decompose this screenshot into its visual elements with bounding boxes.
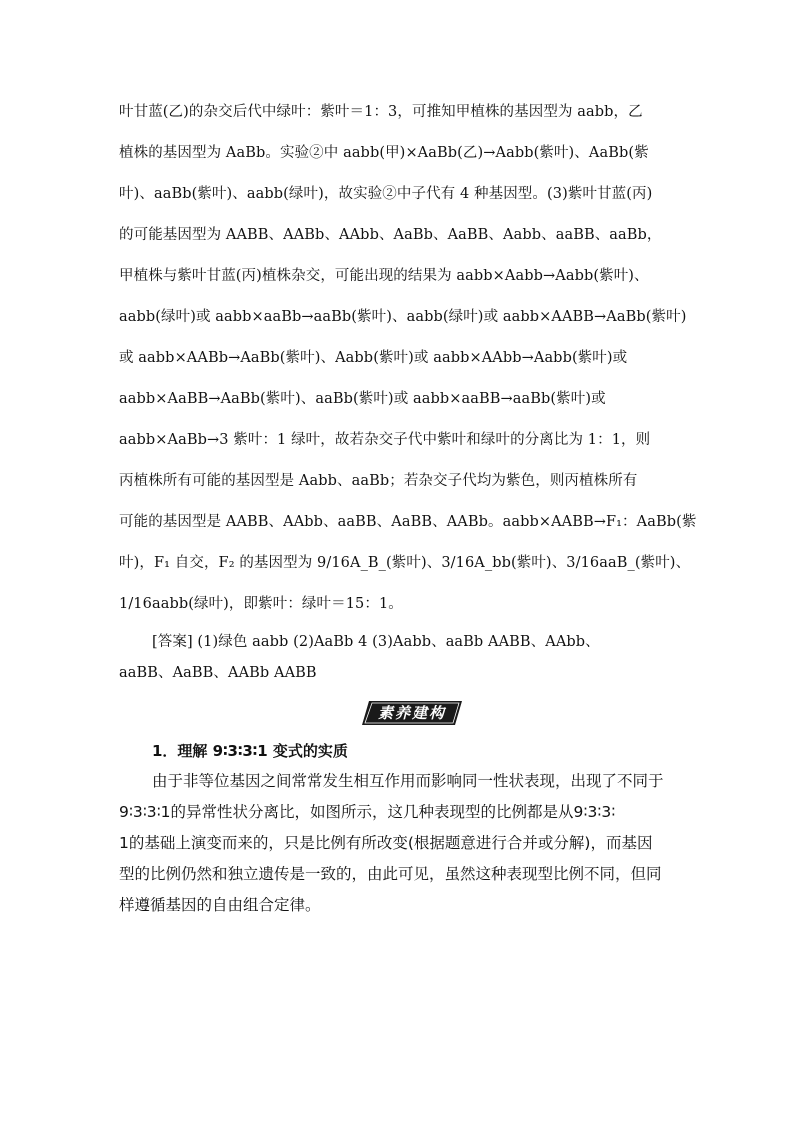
explanation-line-3: 叶)、aaBb(紫叶)、aabb(绿叶)，故实验②中子代有 4 种基因型。(3)紫叶甘蓝(丙) <box>119 186 653 202</box>
explanation-line-12: 叶)，F₁ 自交，F₂ 的基因型为 9/16A_B_(紫叶)、3/16A_bb(紫叶)、3/16aaB_(紫叶)、 <box>119 555 691 571</box>
explanation-line-8: aabb×AaBB→AaBb(紫叶)、aaBb(紫叶)或 aabb×aaBB→aaBb(紫叶)或 <box>119 391 606 407</box>
explanation-line-7: 或 aabb×AABb→AaBb(紫叶)、Aabb(紫叶)或 aabb×AAbb→Aabb(紫叶)或 <box>119 350 628 366</box>
paragraph-line-2: 9∶3∶3∶1的异常性状分离比，如图所示，这几种表现型的比例都是从9∶3∶3∶ <box>119 803 616 821</box>
explanation-line-11: 可能的基因型是 AABB、AAbb、aaBB、AaBB、AABb。aabb×AABB→F₁：AaBb(紫 <box>119 514 697 530</box>
paragraph-line-3: 1的基础上演变而来的，只是比例有所改变(根据题意进行合并或分解)，而基因 <box>119 834 653 852</box>
explanation-line-4: 的可能基因型为 AABB、AABb、AAbb、AaBb、AaBB、Aabb、aaBB、aaBb， <box>119 227 662 243</box>
explanation-line-10: 丙植株所有可能的基因型是 Aabb、aaBb；若杂交子代均为紫色，则丙植株所有 <box>119 473 638 489</box>
paragraph-line-5: 样遵循基因的自由组合定律。 <box>119 896 321 914</box>
explanation-line-9: aabb×AaBb→3 紫叶：1 绿叶，故若杂交子代中紫叶和绿叶的分离比为 1：1，则 <box>119 432 651 448</box>
explanation-line-2: 植株的基因型为 AaBb。实验②中 aabb(甲)×AaBb(乙)→Aabb(紫叶)、AaBb(紫 <box>119 145 649 161</box>
answer-line-2: aaBB、AaBB、AABb AABB <box>119 665 317 681</box>
explanation-line-13: 1/16aabb(绿叶)，即紫叶：绿叶＝15：1。 <box>119 596 403 612</box>
banner-label: 素养建构 <box>377 704 446 722</box>
paragraph-line-4: 型的比例仍然和独立遗传是一致的，由此可见，虽然这种表现型比例不同，但同 <box>119 865 662 883</box>
section-title: 1．理解 9∶3∶3∶1 变式的实质 <box>152 742 348 760</box>
explanation-line-1: 叶甘蓝(乙)的杂交后代中绿叶：紫叶＝1：3，可推知甲植株的基因型为 aabb，乙 <box>119 104 643 120</box>
explanation-line-6: aabb(绿叶)或 aabb×aaBb→aaBb(紫叶)、aabb(绿叶)或 aabb×AABB→AaBb(紫叶) <box>119 309 687 325</box>
section-banner <box>361 700 463 726</box>
answer-line-1: [答案] (1)绿色 aabb (2)AaBb 4 (3)Aabb、aaBb AABB、AAbb、 <box>152 634 600 650</box>
paragraph-line-1: 由于非等位基因之间常常发生相互作用而影响同一性状表现，出现了不同于 <box>152 772 664 790</box>
explanation-line-5: 甲植株与紫叶甘蓝(丙)植株杂交，可能出现的结果为 aabb×Aabb→Aabb(紫叶)、 <box>119 268 649 284</box>
